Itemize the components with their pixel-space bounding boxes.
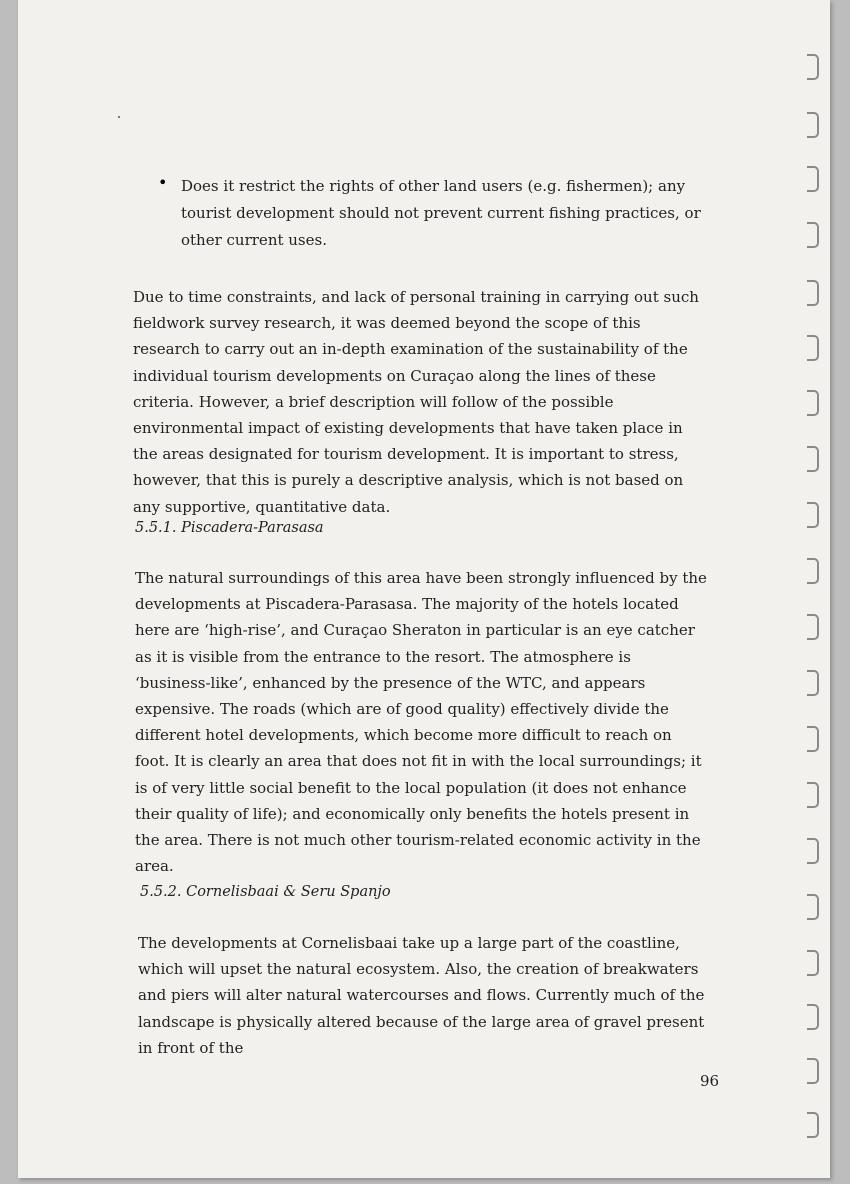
binding-ring [807, 950, 819, 976]
binding-ring [807, 670, 819, 696]
binding-ring [807, 1058, 819, 1084]
binding-ring [807, 726, 819, 752]
binding-ring [807, 166, 819, 192]
binding-ring [807, 838, 819, 864]
intro-paragraph: Due to time constraints, and lack of personal training in carrying out such fieldwork survey research, it was deemed beyond the scope of this research to carry out an in-depth examination of the sustainability of the individual tourism developments on Curaçao along the lines of these criteria. However, a brief description will follow of the possible environmental impact of existing developments that have taken place in the areas designated for tourism development. It is important to stress, however, that this is purely a descriptive analysis, which is not based on any supportive, quantitative data. [133, 288, 699, 516]
binding-ring [807, 280, 819, 306]
section-heading-cornelisbaai: 5.5.2. Cornelisbaai & Seru Spanjo [140, 884, 391, 900]
paper-speck [118, 116, 120, 118]
binding-ring [807, 222, 819, 248]
binding-ring [807, 112, 819, 138]
binding-ring [807, 390, 819, 416]
binding-ring [807, 502, 819, 528]
section-heading-piscadera: 5.5.1. Piscadera-Parasasa [135, 520, 324, 536]
piscadera-paragraph: The natural surroundings of this area have been strongly influenced by the developments at Piscadera-Parasasa. The majority of the hotels located here are ‘high-rise’, and Curaçao Sheraton in particular is an eye catcher as it is visible from the entrance to the resort. The atmosphere is ‘business-like’, enhanced by the presence of the WTC, and appears expensive. The roads (which are of good quality) effectively divide the different hotel developments, which become more difficult to reach on foot. It is clearly an area that does not fit in with the local surroundings; it is of very little social benefit to the local population (it does not enhance their quality of life); and economically only benefits the hotels present in the area. There is not much other tourism-related economic activity in the area. [135, 569, 707, 876]
binding-ring [807, 1112, 819, 1138]
binding-ring [807, 446, 819, 472]
bullet-text: Does it restrict the rights of other land users (e.g. fishermen); any tourist development should not prevent current fishing practices, or other current uses. [181, 177, 701, 249]
binding-ring [807, 335, 819, 361]
bullet-dot-icon: • [158, 173, 168, 192]
binding-ring [807, 54, 819, 80]
cornelisbaai-paragraph: The developments at Cornelisbaai take up a large part of the coastline, which will upset the natural ecosystem. Also, the creation of breakwaters and piers will alter natural watercourses and flows. Currently much of the landscape is physically altered because of the large area of gravel present in front of the [138, 934, 705, 1057]
binding-rings [802, 0, 832, 1184]
binding-ring [807, 558, 819, 584]
binding-ring [807, 614, 819, 640]
binding-ring [807, 894, 819, 920]
binding-ring [807, 1004, 819, 1030]
binding-ring [807, 782, 819, 808]
page-number: 96 [700, 1072, 720, 1090]
